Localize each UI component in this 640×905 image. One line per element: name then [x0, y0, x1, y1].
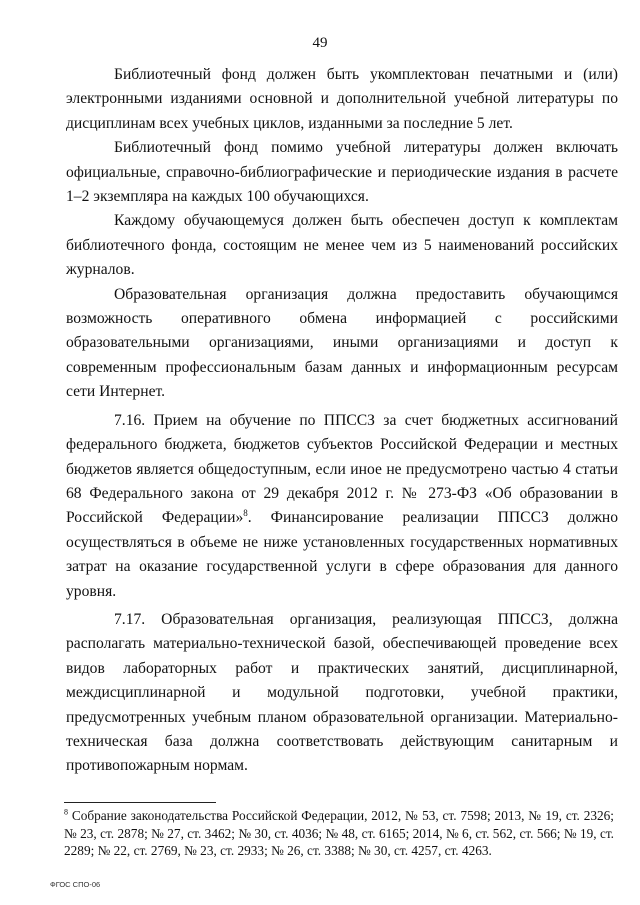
paragraph-journal-access: Каждому обучающемуся должен быть обеспечен доступ к комплектам библиотечного фонда, состоящим не менее чем из 5 наименований российских журналов. [66, 212, 618, 279]
body-text [66, 63, 618, 783]
paragraph-7-16-text: 7.16. Прием на обучение по ППССЗ за счет бюджетных ассигнований федерального бюджета, бюджетов субъектов Российской Федерации и местных бюджетов является общедоступным, если иное не предусмотрено частью 4 статьи 68 Федерального закона от 29 декабря 2012 г. № 273-ФЗ «Об образовании в Российской Федерации» [66, 411, 618, 527]
paragraph-7-17: 7.17. Образовательная организация, реализующая ППССЗ, должна располагать материально-технической базой, обеспечивающей проведение всех видов лабораторных работ и практических занятий, дисциплинарной, междисциплинарной и модульной подготовки, учебной практики, предусмотренных учебным планом образовательной организации. Материально-техническая база должна соответствовать действующим санитарным и противопожарным нормам. [66, 610, 618, 775]
paragraph-library-fund: Библиотечный фонд должен быть укомплектован печатными и (или) электронными изданиями основной и дополнительной учебной литературы по дисциплинам всех учебных циклов, изданными за последние 5 лет. [66, 66, 618, 132]
paragraph-7-16-continuation: . Финансирование реализации ППССЗ должно осуществляться в объеме не ниже установленных государственных нормативных затрат на оказание государственной услуги в сфере образования для данного уровня. [66, 509, 618, 600]
paragraph-7-16 [66, 409, 618, 604]
paragraph-library-fund-periodicals: Библиотечный фонд помимо учебной литературы должен включать официальные, справочно-библиографические и периодические издания в расчете 1–2 экземпляра на каждых 100 обучающихся. [66, 139, 618, 206]
page-number: 49 [312, 35, 328, 51]
document-code: ФГОС СПО-06 [50, 880, 101, 889]
footnote-text: Собрание законодательства Российской Федерации, 2012, № 53, ст. 7598; 2013, № 19, ст. 2326; № 23, ст. 2878; № 27, ст. 3462; № 30, ст. 4036; № 48, ст. 6165; 2014, № 6, ст. 562, ст. 566; № 19, ст. 2289; № 22, ст. 2769, № 23, ст. 2933; № 26, ст. 3388; № 30, ст. 4257, ст. 4263. [64, 808, 614, 858]
paragraph-information-exchange: Образовательная организация должна предоставить обучающимся возможность оперативного обмена информацией с российскими образовательными организациями, иными организациями и доступ к современным профессиональным базам данных и информационным ресурсам сети Интернет. [66, 285, 618, 401]
footnote-reference: 8 [243, 508, 248, 519]
footnote-marker: 8 [64, 807, 68, 817]
footnote [64, 807, 614, 860]
footnote-divider [64, 802, 216, 803]
